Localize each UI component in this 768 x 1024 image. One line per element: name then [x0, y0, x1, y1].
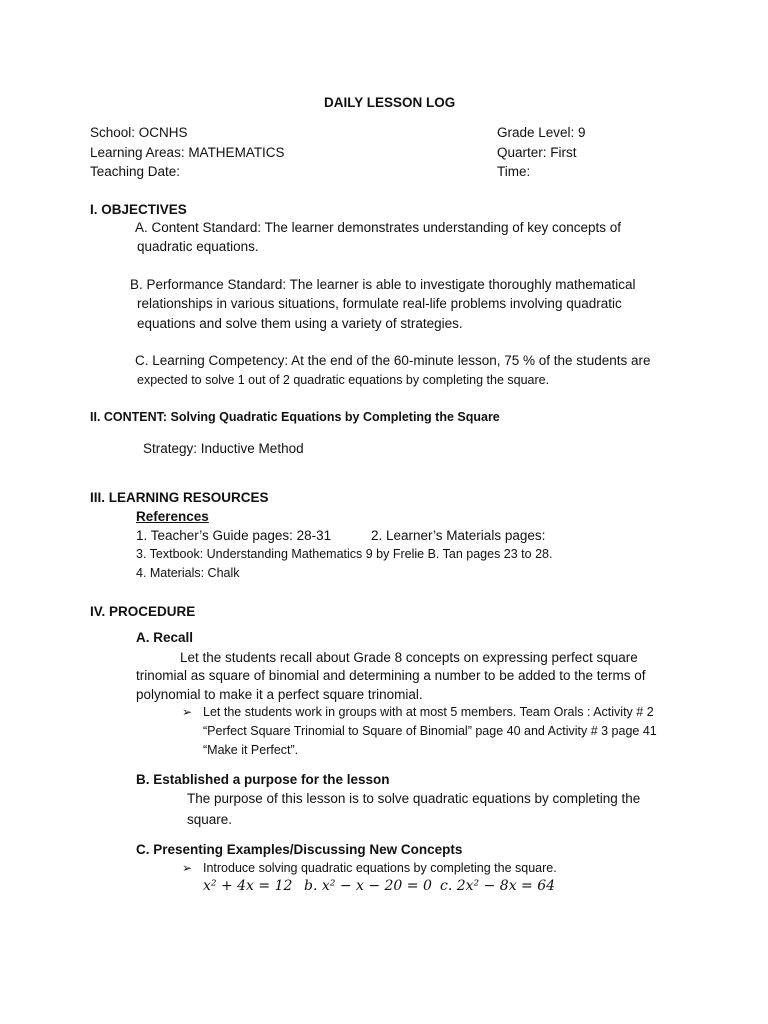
- references-label: References: [136, 509, 209, 524]
- strategy-text: Strategy: Inductive Method: [143, 441, 304, 456]
- learning-competency-line: C. Learning Competency: At the end of the 60-minute lesson, 75 % of the students are: [135, 353, 651, 368]
- performance-standard-line: equations and solve them using a variety of strategies.: [137, 316, 463, 331]
- performance-standard-line: relationships in various situations, formulate real-life problems involving quadratic: [137, 296, 622, 311]
- recall-line: Let the students recall about Grade 8 concepts on expressing perfect square: [180, 650, 638, 665]
- purpose-line: The purpose of this lesson is to solve quadratic equations by completing the: [187, 791, 641, 806]
- equation-b: b. x² − x − 20 = 0: [304, 878, 432, 894]
- equation-c: c. 2x² − 8x = 64: [440, 878, 556, 894]
- recall-bullet-line: “Perfect Square Trinomial to Square of Binomial” page 40 and Activity # 3 page 41: [203, 724, 657, 738]
- recall-bullet-line: “Make it Perfect”.: [203, 743, 299, 757]
- recall-line: polynomial to make it a perfect square trinomial.: [136, 687, 423, 702]
- learning-competency-line: expected to solve 1 out of 2 quadratic equations by completing the square.: [137, 373, 550, 387]
- performance-standard-line: B. Performance Standard: The learner is able to investigate thoroughly mathematical: [130, 277, 636, 292]
- recall-heading: A. Recall: [136, 630, 194, 645]
- bullet-arrow-icon: ➢: [182, 705, 193, 719]
- recall-line: trinomial as square of binomial and determining a number to be added to the terms of: [136, 668, 646, 683]
- learners-materials-ref: 2. Learner’s Materials pages:: [371, 528, 546, 543]
- equation-a: x² + 4x = 12: [203, 878, 293, 894]
- recall-bullet-line: Let the students work in groups with at most 5 members. Team Orals : Activity # 2: [203, 705, 654, 719]
- materials-ref: 4. Materials: Chalk: [136, 566, 240, 580]
- quarter-field: Quarter: First: [497, 145, 577, 160]
- document-title: DAILY LESSON LOG: [324, 95, 456, 110]
- procedure-heading: IV. PROCEDURE: [90, 604, 196, 619]
- teaching-date-field: Teaching Date:: [90, 164, 181, 179]
- content-heading: II. CONTENT: Solving Quadratic Equations by Completing the Square: [90, 410, 500, 424]
- content-standard-line: A. Content Standard: The learner demonstrates understanding of key concepts of: [135, 220, 622, 235]
- school-field: School: OCNHS: [90, 125, 188, 140]
- content-standard-line: quadratic equations.: [137, 239, 259, 254]
- presenting-bullet: Introduce solving quadratic equations by completing the square.: [203, 861, 557, 875]
- teachers-guide-ref: 1. Teacher’s Guide pages: 28-31: [136, 528, 332, 543]
- grade-level-field: Grade Level: 9: [497, 125, 586, 140]
- textbook-ref: 3. Textbook: Understanding Mathematics 9 by Frelie B. Tan pages 23 to 28.: [136, 547, 553, 561]
- presenting-heading: C. Presenting Examples/Discussing New Concepts: [136, 842, 463, 857]
- learning-areas-field: Learning Areas: MATHEMATICS: [90, 145, 285, 160]
- bullet-arrow-icon: ➢: [182, 861, 193, 875]
- purpose-line: square.: [187, 812, 233, 827]
- purpose-heading: B. Established a purpose for the lesson: [136, 772, 390, 787]
- time-field: Time:: [497, 164, 531, 179]
- resources-heading: III. LEARNING RESOURCES: [90, 490, 269, 505]
- objectives-heading: I. OBJECTIVES: [90, 202, 187, 217]
